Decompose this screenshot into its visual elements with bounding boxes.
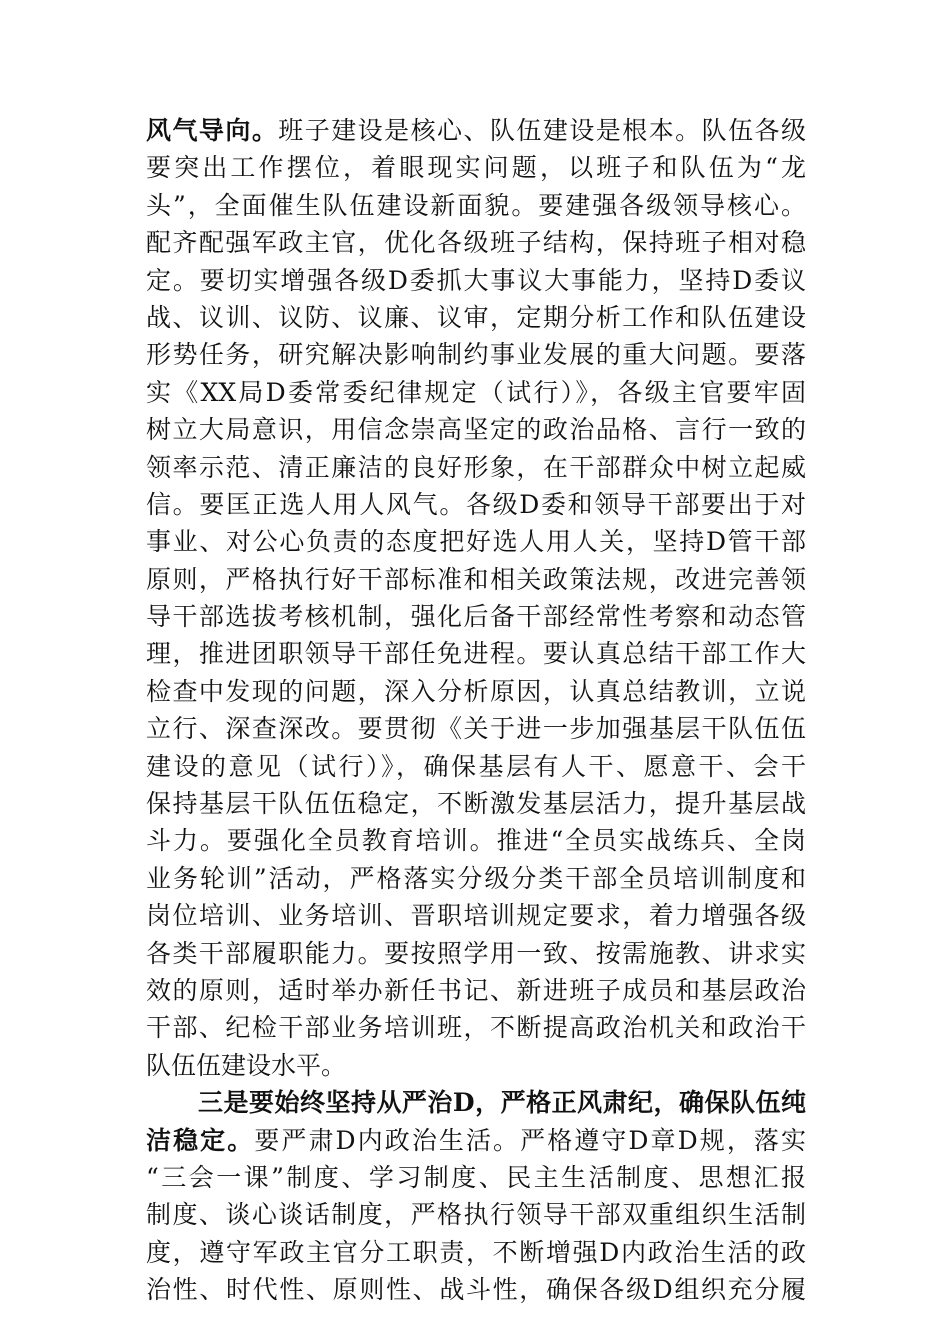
text-line <box>146 149 806 186</box>
bold-lead: 三是要始终坚持从严治D，严格正风肃纪，确保队伍纯 <box>198 1088 806 1118</box>
text-line <box>146 1009 806 1046</box>
line-text: 干部、纪检干部业务培训班，不断提高政治机关和政治干 <box>146 1013 806 1043</box>
line-text: 实《XX局D委常委纪律规定（试行）》，各级主官要牢固 <box>146 377 806 407</box>
text-line <box>146 486 806 523</box>
line-text: 检查中发现的问题，深入分析原因，认真总结教训，立说 <box>146 676 806 706</box>
text-line <box>146 860 806 897</box>
text-line <box>146 785 806 822</box>
text-line <box>146 1271 806 1308</box>
line-text: 班子建设是核心、队伍建设是根本。队伍各级 <box>278 116 806 145</box>
line-text: 战、议训、议防、议廉、议审，定期分析工作和队伍建设 <box>146 302 806 332</box>
line-text: 业务轮训”活动，严格落实分级分类干部全员培训制度和 <box>146 863 806 893</box>
line-text: 建设的意见（试行）》，确保基层有人干、愿意干、会干 <box>146 751 806 781</box>
line-text: 事业、对公心负责的态度把好选人用人关，坚持D管干部 <box>146 527 806 557</box>
line-text: 定。要切实增强各级D委抓大事议大事能力，坚持D委议 <box>146 265 806 295</box>
text-line <box>146 449 806 486</box>
line-text: 队伍伍建设水平。 <box>146 1050 347 1080</box>
text-line <box>146 262 806 299</box>
text-line <box>146 1084 806 1121</box>
line-text: 要严肃D内政治生活。严格遵守D章D规，落实 <box>254 1125 806 1155</box>
document-page <box>146 112 806 1309</box>
text-line <box>146 1234 806 1271</box>
text-line <box>146 224 806 261</box>
line-text: 岗位培训、业务培训、晋职培训规定要求，着力增强各级 <box>146 901 806 931</box>
text-line <box>146 897 806 934</box>
line-text: “三会一课”制度、学习制度、民主生活制度、思想汇报 <box>146 1162 806 1192</box>
line-text: 形势任务，研究解决影响制约事业发展的重大问题。要落 <box>146 340 806 370</box>
text-line <box>146 935 806 972</box>
line-text: 信。要匡正选人用人风气。各级D委和领导干部要出于对 <box>146 489 806 519</box>
text-line <box>146 411 806 448</box>
line-text: 效的原则，适时举办新任书记、新进班子成员和基层政治 <box>146 975 806 1005</box>
text-line <box>146 299 806 336</box>
line-text: 导干部选拔考核机制，强化后备干部经常性考察和动态管 <box>146 602 806 632</box>
text-line <box>146 822 806 859</box>
text-line <box>146 598 806 635</box>
line-text: 斗力。要强化全员教育培训。推进“全员实战练兵、全岗 <box>146 826 806 856</box>
text-line <box>146 748 806 785</box>
line-text: 原则，严格执行好干部标准和相关政策法规，改进完善领 <box>146 564 806 594</box>
line-text: 理，推进团职领导干部任免进程。要认真总结干部工作大 <box>146 639 806 669</box>
text-line <box>146 1196 806 1233</box>
text-line <box>146 374 806 411</box>
text-line <box>146 187 806 224</box>
line-text: 领率示范、清正廉洁的良好形象，在干部群众中树立起威 <box>146 452 806 482</box>
line-text: 各类干部履职能力。要按照学用一致、按需施教、讲求实 <box>146 938 806 968</box>
line-text: 树立大局意识，用信念崇高坚定的政治品格、言行一致的 <box>146 415 806 445</box>
text-line <box>146 710 806 747</box>
text-line <box>146 523 806 560</box>
line-text: 配齐配强军政主官，优化各级班子结构，保持班子相对稳 <box>146 228 806 258</box>
bold-lead: 洁稳定。 <box>146 1125 255 1155</box>
text-line <box>146 561 806 598</box>
line-text: 头”，全面催生队伍建设新面貌。要建强各级领导核心。 <box>146 190 806 220</box>
line-text: 保持基层干队伍伍稳定，不断激发基层活力，提升基层战 <box>146 789 806 819</box>
text-line <box>146 336 806 373</box>
line-text: 治性、时代性、原则性、战斗性，确保各级D组织充分履 <box>146 1275 806 1305</box>
text-line <box>146 673 806 710</box>
line-text: 立行、深查深改。要贯彻《关于进一步加强基层干队伍伍 <box>146 714 806 744</box>
text-line <box>146 1122 806 1159</box>
line-text: 制度、谈心谈话制度，严格执行领导干部双重组织生活制 <box>146 1200 806 1230</box>
text-line <box>146 972 806 1009</box>
text-line <box>146 112 806 149</box>
text-line <box>146 1047 806 1084</box>
line-text: 度，遵守军政主官分工职责，不断增强D内政治生活的政 <box>146 1237 806 1267</box>
text-line <box>146 1159 806 1196</box>
text-line <box>146 635 806 672</box>
line-text: 要突出工作摆位，着眼现实问题，以班子和队伍为“龙 <box>146 153 806 183</box>
bold-lead: 风气导向。 <box>146 116 279 145</box>
